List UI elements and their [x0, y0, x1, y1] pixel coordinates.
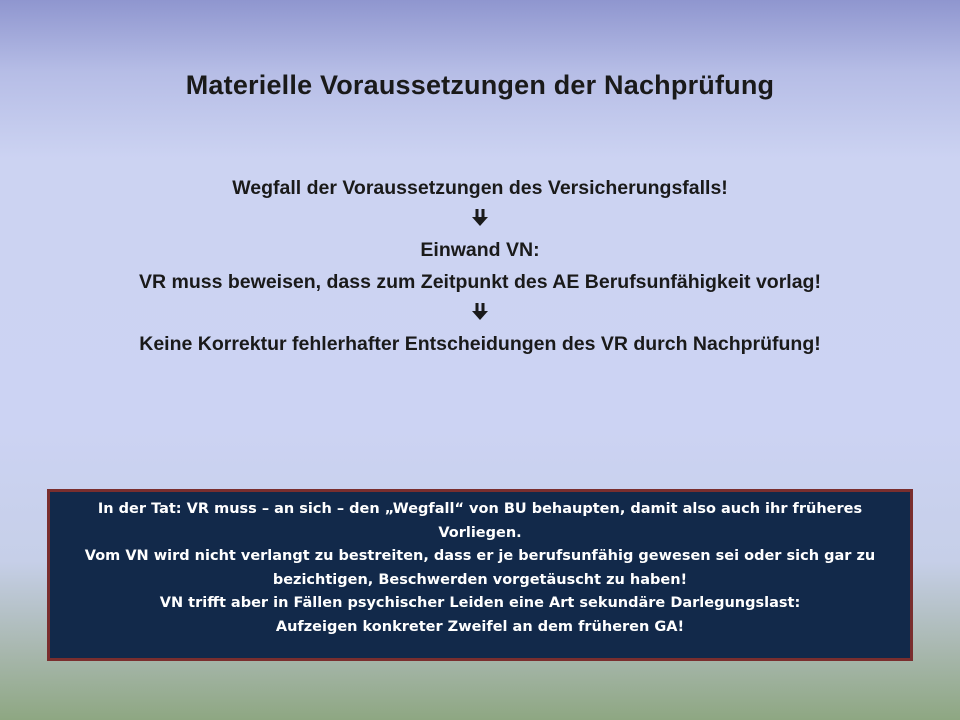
slide-title: Materielle Voraussetzungen der Nachprüfung [185, 70, 775, 100]
line-beweis: VR muss beweisen, dass zum Zeitpunkt des AE Berufsunfähigkeit vorlag! [139, 271, 821, 293]
line-korrektur: Keine Korrektur fehlerhafter Entscheidungen des VR durch Nachprüfung! [139, 333, 821, 355]
note-line: Vorliegen. [438, 524, 522, 541]
note-line: Aufzeigen konkreter Zweifel an dem früheren GA! [275, 618, 685, 635]
line-einwand: Einwand VN: [420, 239, 540, 261]
double-down-arrow-icon [0, 298, 960, 328]
note-box [47, 489, 913, 661]
note-line: bezichtigen, Beschwerden vorgetäuscht zu haben! [272, 571, 688, 588]
slide-content [0, 172, 960, 360]
note-line: In der Tat: VR muss – an sich – den „Wegfall“ von BU behaupten, damit also auch ihr früheres [97, 501, 863, 517]
line-wegfall: Wegfall der Voraussetzungen des Versicherungsfalls! [232, 177, 728, 199]
note-line: Vom VN wird nicht verlangt zu bestreiten, dass er je berufsunfähig gewesen sei oder sich gar zu [84, 548, 876, 564]
double-down-arrow-icon [0, 204, 960, 234]
note-line: VN trifft aber in Fällen psychischer Leiden eine Art sekundäre Darlegungslast: [159, 595, 801, 611]
